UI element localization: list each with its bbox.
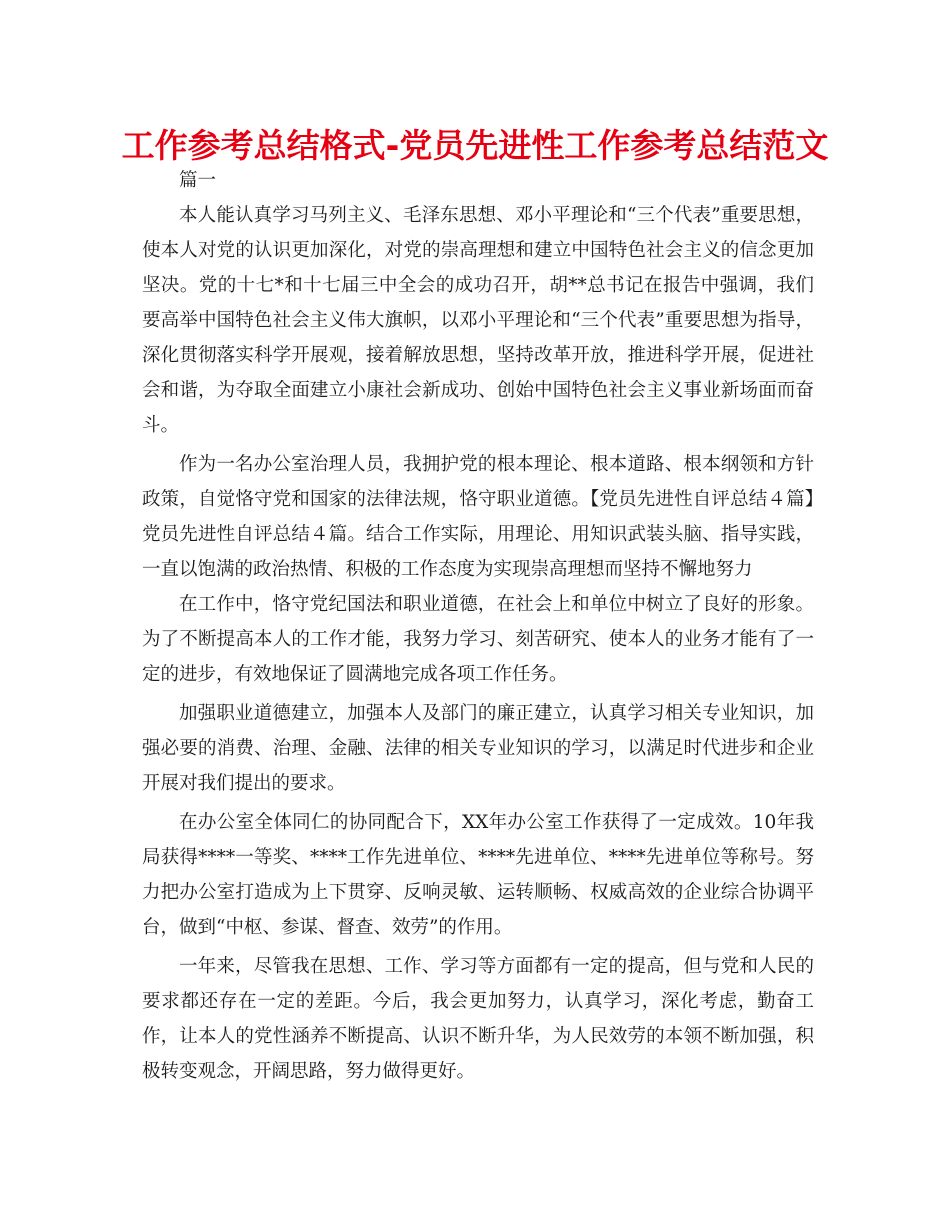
document-title: 工作参考总结格式-党员先进性工作参考总结范文	[121, 126, 829, 165]
section-label: 篇一	[179, 170, 217, 191]
paragraph: 一年来，尽管我在思想、工作、学习等方面都有一定的提高，但与党和人民的要求都还存在一定的差距。今后，我会更加努力，认真学习，深化考虑，勤奋工作，让本人的党性涵养不断提高、认识不断升华，为人民效劳的本领不断加强，积极转变观念，开阔思路，努力做得更好。	[142, 956, 814, 1082]
document-body	[142, 163, 814, 1089]
paragraph: 作为一名办公室治理人员，我拥护党的根本理论、根本道路、根本纲领和方针政策，自觉恪守党和国家的法律法规，恪守职业道德。【党员先进性自评总结４篇】党员先进性自评总结４篇。结合工作实际，用理论、用知识武装头脑、指导实践，一直以饱满的政治热情、积极的工作态度为实现崇高理想而坚持不懈地努力	[142, 454, 814, 580]
paragraph: 在工作中，恪守党纪国法和职业道德，在社会上和单位中树立了良好的形象。为了不断提高本人的工作才能，我努力学习、刻苦研究、使本人的业务才能有了一定的进步，有效地保证了圆满地完成各项工作任务。	[142, 594, 814, 685]
paragraph: 在办公室全体同仁的协同配合下，XX年办公室工作获得了一定成效。10年我局获得****一等奖、****工作先进单位、****先进单位、****先进单位等称号。努力把办公室打造成为上下贯穿、反响灵敏、运转顺畅、权威高效的企业综合协调平台，做到“中枢、参谋、督查、效劳”的作用。	[142, 812, 814, 938]
paragraph: 加强职业道德建立，加强本人及部门的廉正建立，认真学习相关专业知识，加强必要的消费、治理、金融、法律的相关专业知识的学习，以满足时代进步和企业开展对我们提出的要求。	[142, 703, 814, 794]
paragraph: 本人能认真学习马列主义、毛泽东思想、邓小平理论和“三个代表”重要思想，使本人对党的认识更加深化，对党的崇高理想和建立中国特色社会主义的信念更加坚决。党的十七*和十七届三中全会的成功召开，胡**总书记在报告中强调，我们要高举中国特色社会主义伟大旗帜，以邓小平理论和“三个代表”重要思想为指导，深化贯彻落实科学开展观，接着解放思想，坚持改革开放，推进科学开展，促进社会和谐，为夺取全面建立小康社会新成功、创始中国特色社会主义事业新场面而奋斗。	[142, 205, 814, 436]
